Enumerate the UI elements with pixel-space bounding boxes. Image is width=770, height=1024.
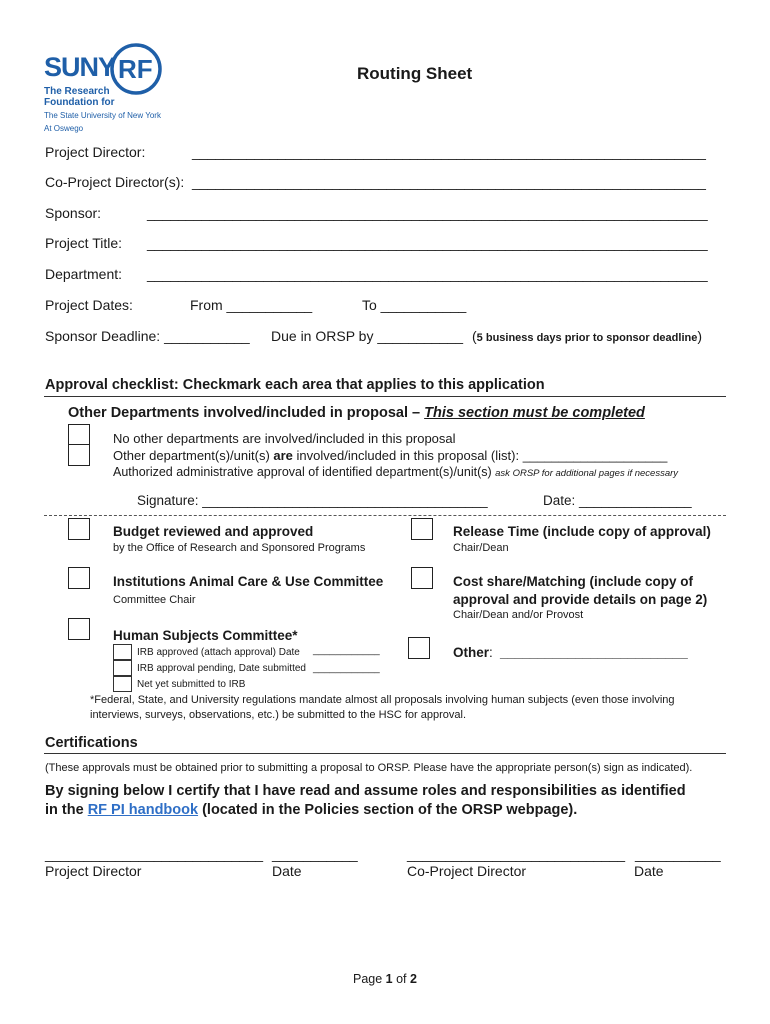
logo-line1: The Research xyxy=(44,86,110,97)
other-depts-label-c: involved/included in this proposal (list): ____________________ xyxy=(292,448,668,463)
logo-campus: At Oswego xyxy=(44,124,84,133)
other-depts-heading-em: This section must be completed xyxy=(424,405,645,421)
no-other-depts-label: No other departments are involved/included in this proposal xyxy=(113,431,456,446)
project-director-label: Project Director: xyxy=(45,144,146,160)
cpd-signature-label: Co-Project Director xyxy=(407,863,527,879)
cpd-date-label: Date xyxy=(634,863,664,879)
certifications-note: (These approvals must be obtained prior to submitting a proposal to ORSP. Please have the appropriate person(s) sign as indicated). xyxy=(45,762,693,774)
irb-pending-checkbox[interactable] xyxy=(113,660,132,676)
auth-approval-label xyxy=(113,465,678,479)
certification-statement-2 xyxy=(45,802,577,818)
other-field[interactable]: _________________________ xyxy=(500,645,688,660)
other-depts-heading-text: Other Departments involved/included in proposal – xyxy=(68,405,421,421)
release-time-checkbox[interactable] xyxy=(411,518,433,540)
checklist-rule xyxy=(44,396,726,397)
other-label-text: Other xyxy=(453,645,490,660)
auth-approval-text: Authorized administrative approval of identified department(s)/unit(s) xyxy=(113,465,492,479)
department-field[interactable]: ________________________________________________________________________ xyxy=(147,266,708,282)
irb-not-submitted-label: Net yet submitted to IRB xyxy=(137,679,246,690)
logo-line2: Foundation for xyxy=(44,97,115,108)
iacuc-checkbox[interactable] xyxy=(68,567,90,589)
other-depts-checkbox[interactable] xyxy=(68,444,90,466)
project-title-label: Project Title: xyxy=(45,235,123,251)
budget-checkbox[interactable] xyxy=(68,518,90,540)
logo-rf: RF xyxy=(118,54,153,84)
irb-not-submitted-checkbox[interactable] xyxy=(113,676,132,692)
co-project-directors-field[interactable]: __________________________________________________________________ xyxy=(192,174,706,190)
project-director-field[interactable]: __________________________________________________________________ xyxy=(192,144,706,160)
footnote-line-2: interviews, surveys, observations, etc.) be submitted to the HSC for approval. xyxy=(90,709,466,721)
logo-suny: SUNY xyxy=(44,52,116,82)
page-number-total: 2 xyxy=(410,972,417,986)
project-dates-label: Project Dates: xyxy=(45,297,133,313)
irb-approved-checkbox[interactable] xyxy=(113,644,132,660)
checklist-heading: Approval checklist: Checkmark each area that applies to this application xyxy=(45,377,545,393)
sponsor-field[interactable]: ________________________________________________________________________ xyxy=(147,205,708,221)
deadline-note-open: ( xyxy=(472,328,477,344)
signature-field[interactable]: Signature: ______________________________________ xyxy=(137,493,488,508)
pd-signature-label: Project Director xyxy=(45,863,142,879)
page-number-current: 1 xyxy=(385,972,393,986)
co-project-directors-label: Co-Project Director(s): xyxy=(45,174,185,190)
release-time-title: Release Time (include copy of approval) xyxy=(453,524,711,539)
cost-share-title-1: Cost share/Matching (include copy of xyxy=(453,574,694,589)
due-in-orsp[interactable]: Due in ORSP by ___________ xyxy=(271,328,463,344)
department-label: Department: xyxy=(45,266,123,282)
certification-statement-2b: (located in the Policies section of the ORSP webpage). xyxy=(198,802,578,818)
page-number-of: of xyxy=(392,972,410,986)
pd-date-label: Date xyxy=(272,863,302,879)
rf-pi-handbook-link[interactable]: RF PI handbook xyxy=(87,802,199,818)
irb-pending-label: IRB approval pending, Date submitted xyxy=(137,663,306,674)
project-dates-from[interactable]: From ___________ xyxy=(190,297,313,313)
cpd-date-line[interactable]: ___________ xyxy=(635,846,721,862)
other-depts-label-a: Other department(s)/unit(s) xyxy=(113,448,274,463)
deadline-note-text: 5 business days prior to sponsor deadline xyxy=(476,332,698,344)
human-subjects-checkbox[interactable] xyxy=(68,618,90,640)
cost-share-title-2: approval and provide details on page 2) xyxy=(453,592,708,607)
project-dates-to[interactable]: To ___________ xyxy=(362,297,467,313)
cpd-signature-line[interactable]: ____________________________ xyxy=(407,846,626,862)
cost-share-checkbox[interactable] xyxy=(411,567,433,589)
irb-approved-date[interactable]: ____________ xyxy=(313,645,380,656)
other-checkbox[interactable] xyxy=(408,637,430,659)
sponsor-label: Sponsor: xyxy=(45,205,102,221)
cost-share-sub: Chair/Dean and/or Provost xyxy=(453,609,584,621)
irb-pending-date[interactable]: ____________ xyxy=(313,663,380,674)
page-title: Routing Sheet xyxy=(357,64,473,83)
date-field[interactable]: Date: _______________ xyxy=(543,493,692,508)
logo-line3: The State University of New York xyxy=(44,111,161,120)
budget-title: Budget reviewed and approved xyxy=(113,524,314,539)
deadline-note xyxy=(472,328,702,346)
other-depts-divider xyxy=(44,515,726,516)
human-subjects-title: Human Subjects Committee* xyxy=(113,628,298,643)
irb-approved-label: IRB approved (attach approval) Date xyxy=(137,647,300,658)
page-number-prefix: Page xyxy=(353,972,386,986)
project-title-field[interactable]: ________________________________________________________________________ xyxy=(147,235,708,251)
other-label-colon: : xyxy=(489,645,493,660)
other-label xyxy=(453,645,493,660)
auth-approval-note: ask ORSP for additional pages if necessary xyxy=(495,468,679,479)
certification-statement-1: By signing below I certify that I have read and assume roles and responsibilities as identified xyxy=(45,783,686,799)
page-number xyxy=(353,972,417,986)
sponsor-deadline[interactable]: Sponsor Deadline: ___________ xyxy=(45,328,250,344)
logo xyxy=(44,42,174,134)
certifications-heading: Certifications xyxy=(45,735,138,751)
deadline-note-close: ) xyxy=(697,328,703,344)
certification-statement-2a: in the xyxy=(45,802,88,818)
budget-sub: by the Office of Research and Sponsored Programs xyxy=(113,542,366,554)
pd-signature-line[interactable]: ____________________________ xyxy=(45,846,264,862)
iacuc-sub: Committee Chair xyxy=(113,594,196,606)
certifications-rule xyxy=(44,753,726,754)
other-depts-heading xyxy=(68,405,645,421)
other-depts-label xyxy=(113,448,667,463)
other-depts-label-b: are xyxy=(273,448,293,463)
no-other-depts-checkbox[interactable] xyxy=(68,424,90,446)
footnote-line-1: *Federal, State, and University regulations mandate almost all proposals involving human subjects (even those involving xyxy=(90,694,675,706)
iacuc-title: Institutions Animal Care & Use Committee xyxy=(113,574,384,589)
release-time-sub: Chair/Dean xyxy=(453,542,509,554)
pd-date-line[interactable]: ___________ xyxy=(272,846,358,862)
